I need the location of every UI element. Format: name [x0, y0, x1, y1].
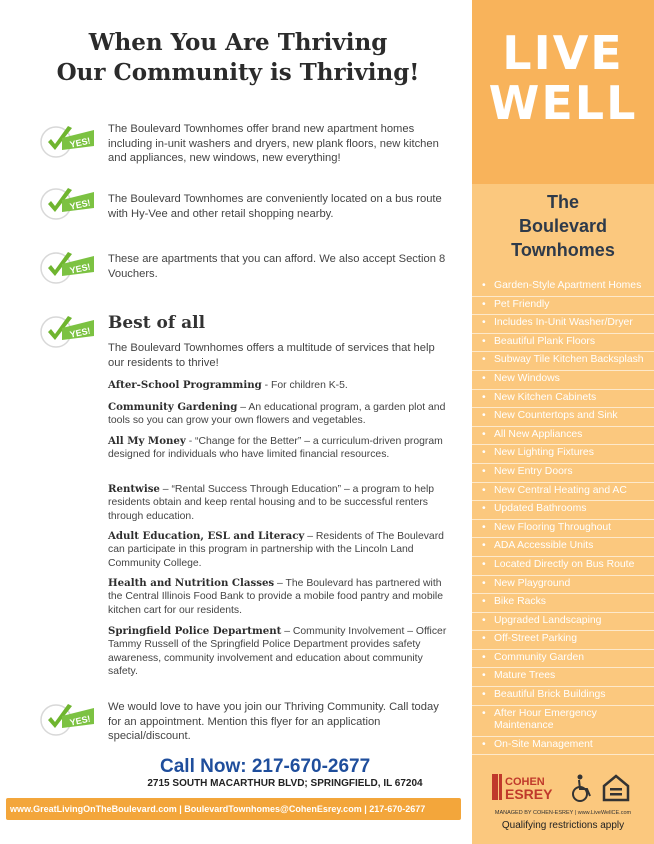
feature-item: • Updated Bathrooms — [472, 501, 654, 520]
check-label: YES! — [68, 261, 92, 276]
feature-item: • ADA Accessible Units — [472, 538, 654, 557]
feature-item: • Includes In-Unit Washer/Dryer — [472, 315, 654, 334]
logo-line-1 — [472, 28, 654, 78]
sidebar — [472, 0, 654, 844]
feature-item: • New Lighting Fixtures — [472, 445, 654, 464]
feature-item: • Community Garden — [472, 650, 654, 669]
footer-logos — [488, 768, 648, 808]
title-line-1: When You Are Thriving — [88, 29, 388, 56]
qualifying-restrictions: Qualifying restrictions apply — [501, 820, 625, 831]
paragraph-new-homes: The Boulevard Townhomes offer brand new apartment homes including in-unit washers and dryers, new plank floors, new kitchen and appliances, new windows, new everything! — [108, 123, 439, 164]
service-item — [108, 379, 453, 392]
feature-item: • Beautiful Brick Buildings — [472, 687, 654, 706]
service-item — [108, 625, 453, 679]
logo-live-text: LIVE — [502, 26, 624, 80]
feature-item: • Upgraded Landscaping — [472, 613, 654, 632]
address: 2715 SOUTH MACARTHUR BLVD; SPRINGFIELD, IL 67204 — [147, 778, 423, 789]
service-name: Rentwise — [108, 483, 160, 495]
service-desc: - “Change for the Better” – a curriculum-driven program designed for individuals who have limited financial resources. — [108, 436, 443, 461]
feature-item: • New Windows — [472, 371, 654, 390]
wheelchair-icon — [573, 775, 590, 802]
feature-item: • New Playground — [472, 576, 654, 595]
sidebar-title — [472, 190, 654, 262]
feature-item: • Bike Racks — [472, 594, 654, 613]
feature-item: • Beautiful Plank Floors — [472, 334, 654, 353]
brand-bottom-text: ESREY — [505, 786, 553, 802]
service-desc: – Residents of The Boulevard can participate in this program in partnership with the Lincoln Land Community College. — [108, 531, 444, 569]
best-of-all-heading: Best of all — [108, 313, 206, 333]
service-name: Springfield Police Department — [108, 625, 282, 637]
service-name: All My Money — [108, 435, 186, 447]
page-title — [30, 28, 446, 88]
service-name: Adult Education, ESL and Literacy — [108, 530, 305, 542]
service-name: Health and Nutrition Classes — [108, 577, 275, 589]
paragraph-bus-route: The Boulevard Townhomes are conveniently located on a bus route with Hy-Vee and other retail shopping nearby. — [108, 193, 442, 220]
cohen-esrey-logo — [492, 774, 553, 802]
live-well-logo — [472, 28, 654, 128]
check-yes-icon — [38, 246, 98, 290]
feature-item: • New Flooring Throughout — [472, 520, 654, 539]
managed-by-text: MANAGED BY COHEN-ESREY | www.LiveWellCE.com — [494, 810, 632, 816]
sidebar-title-line-3: Townhomes — [511, 240, 615, 260]
service-item — [108, 483, 453, 523]
feature-item: • After Hour Emergency Maintenance — [472, 706, 654, 737]
sidebar-title-line-2: Boulevard — [518, 216, 608, 236]
feature-item: • New Countertops and Sink — [472, 408, 654, 427]
best-intro: The Boulevard Townhomes offers a multitude of services that help our residents to thrive! — [108, 342, 435, 369]
service-name: Community Gardening — [108, 401, 238, 413]
closing-paragraph: We would love to have you join our Thriving Community. Call today for an appointment. Mention this flyer for an application special/discount. — [108, 701, 439, 742]
service-name: After-School Programming — [108, 379, 262, 391]
service-desc: – “Rental Success Through Education” – a program to help residents obtain and keep rental housing and to be successful renters through education. — [108, 484, 435, 522]
sidebar-logo-panel — [472, 0, 654, 184]
equal-housing-icon — [604, 776, 628, 800]
check-yes-icon — [38, 182, 98, 226]
feature-item: • Located Directly on Bus Route — [472, 557, 654, 576]
feature-item: • Pet Friendly — [472, 297, 654, 316]
service-desc: – Community Involvement – Officer Tammy Russell of the Springfield Police Department provides safety awareness, community involvement and education about community safety. — [108, 626, 447, 678]
check-yes-icon — [38, 120, 98, 164]
sidebar-title-line-1: The — [546, 192, 579, 212]
feature-list — [472, 278, 654, 755]
feature-item: • Garden-Style Apartment Homes — [472, 278, 654, 297]
check-yes-icon — [38, 698, 98, 742]
service-desc: – An educational program, a garden plot and tools so you can grow your own flowers and vegetables. — [108, 402, 446, 427]
call-now-link[interactable]: Call Now: 217-670-2677 — [160, 756, 371, 777]
check-label: YES! — [68, 325, 92, 340]
check-label: YES! — [68, 713, 92, 728]
service-item — [108, 435, 453, 462]
check-label: YES! — [68, 135, 92, 150]
feature-item: • Off-Street Parking — [472, 631, 654, 650]
service-desc: - For children K-5. — [261, 380, 348, 391]
feature-item: • On-Site Management — [472, 737, 654, 756]
service-desc: – The Boulevard has partnered with the Central Illinois Food Bank to provide a mobile food pantry and mobile kitchen cart for our residents. — [108, 578, 444, 616]
feature-item: • Mature Trees — [472, 668, 654, 687]
service-item — [108, 530, 453, 570]
check-yes-icon — [38, 310, 98, 354]
service-item — [108, 577, 453, 617]
feature-item: • New Central Heating and AC — [472, 483, 654, 502]
logo-line-2: WELL — [488, 76, 638, 130]
contact-bar[interactable]: www.GreatLivingOnTheBoulevard.com | BoulevardTownhomes@CohenEsrey.com | 217-670-2677 — [6, 798, 461, 820]
title-line-2: Our Community is Thriving! — [56, 59, 420, 86]
feature-item: • New Kitchen Cabinets — [472, 390, 654, 409]
feature-item: • Subway Tile Kitchen Backsplash — [472, 352, 654, 371]
feature-item: • All New Appliances — [472, 427, 654, 446]
check-label: YES! — [68, 197, 92, 212]
paragraph-affordable: These are apartments that you can afford. We also accept Section 8 Vouchers. — [108, 253, 446, 280]
brand-top-text: COHEN — [505, 776, 545, 788]
service-item — [108, 401, 453, 428]
feature-item: • New Entry Doors — [472, 464, 654, 483]
